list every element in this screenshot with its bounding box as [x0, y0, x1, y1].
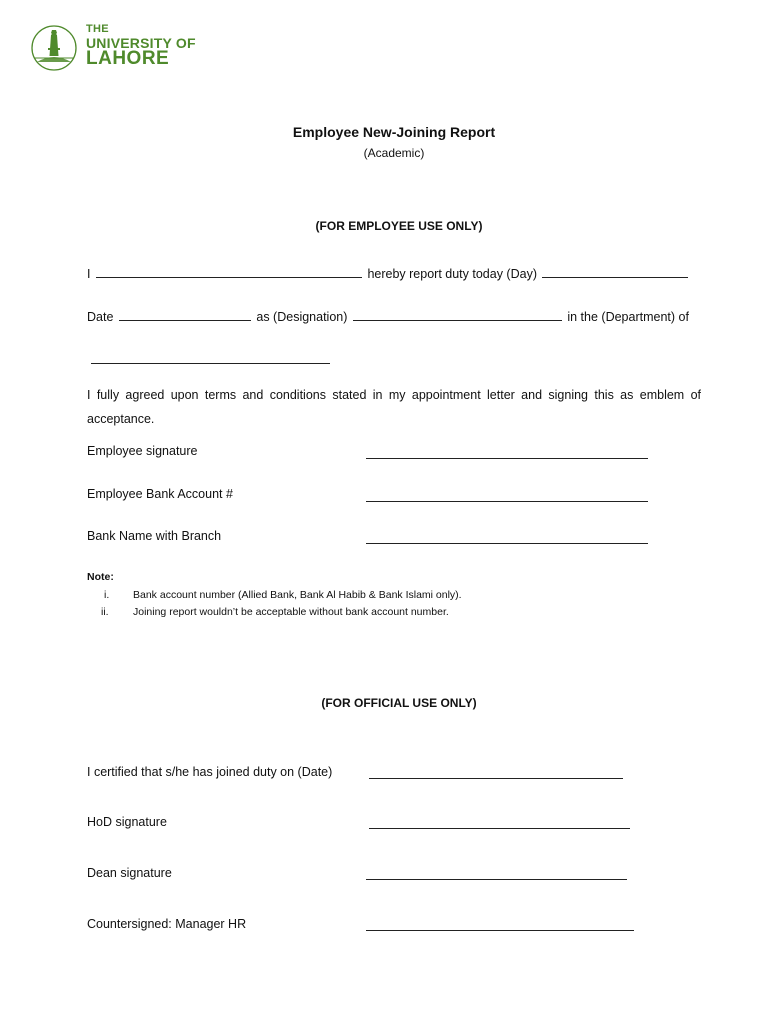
- dean-signature-label: Dean signature: [87, 866, 172, 880]
- manager-hr-label: Countersigned: Manager HR: [87, 917, 247, 931]
- joined-duty-date-blank[interactable]: [369, 778, 623, 779]
- employee-signature-label: Employee signature: [87, 444, 198, 458]
- agreement-text: I fully agreed upon terms and conditions stated in my appointment letter and signing this as emblem of acceptance.: [87, 388, 701, 426]
- bank-name-label: Bank Name with Branch: [87, 529, 222, 543]
- note-label: Note:: [87, 571, 114, 583]
- department-blank[interactable]: [91, 363, 330, 364]
- logo-lahore: LAHORE: [86, 48, 170, 69]
- logo-university-of: UNIVERSITY OF: [86, 35, 196, 51]
- logo-the: THE: [86, 23, 109, 35]
- dean-signature-blank[interactable]: [366, 879, 627, 880]
- page-subtitle: (Academic): [363, 146, 425, 160]
- bank-account-blank[interactable]: [366, 501, 648, 502]
- report-duty-label: hereby report duty today (Day): [367, 267, 537, 281]
- department-label: in the (Department) of: [567, 310, 689, 324]
- note-item-number: ii.: [101, 606, 109, 618]
- note-item-text: Joining report wouldn’t be acceptable without bank account number.: [133, 606, 449, 618]
- employee-section-heading: (FOR EMPLOYEE USE ONLY): [315, 219, 483, 233]
- bank-account-label: Employee Bank Account #: [87, 487, 233, 501]
- joined-duty-date-label: I certified that s/he has joined duty on (Date): [87, 765, 333, 779]
- report-duty-line: [87, 266, 690, 281]
- hod-signature-blank[interactable]: [369, 828, 630, 829]
- official-section-heading: (FOR OFFICIAL USE ONLY): [321, 696, 477, 710]
- note-item-text: Bank account number (Allied Bank, Bank Al Habib & Bank Islami only).: [133, 589, 462, 601]
- note-item-number: i.: [104, 589, 110, 601]
- date-label: Date: [87, 310, 114, 324]
- employee-name-blank[interactable]: [96, 266, 362, 278]
- date-designation-line: [87, 309, 689, 324]
- date-blank[interactable]: [119, 309, 251, 321]
- report-duty-prefix: I: [87, 267, 91, 281]
- designation-label: as (Designation): [256, 310, 348, 324]
- day-blank[interactable]: [542, 266, 688, 278]
- hod-signature-label: HoD signature: [87, 815, 167, 829]
- bank-name-blank[interactable]: [366, 543, 648, 544]
- employee-signature-blank[interactable]: [366, 458, 648, 459]
- page-title: Employee New-Joining Report: [292, 124, 496, 140]
- minar-emblem-icon: [29, 24, 81, 72]
- university-logo: [29, 24, 209, 74]
- manager-hr-signature-blank[interactable]: [366, 930, 634, 931]
- designation-blank[interactable]: [353, 309, 562, 321]
